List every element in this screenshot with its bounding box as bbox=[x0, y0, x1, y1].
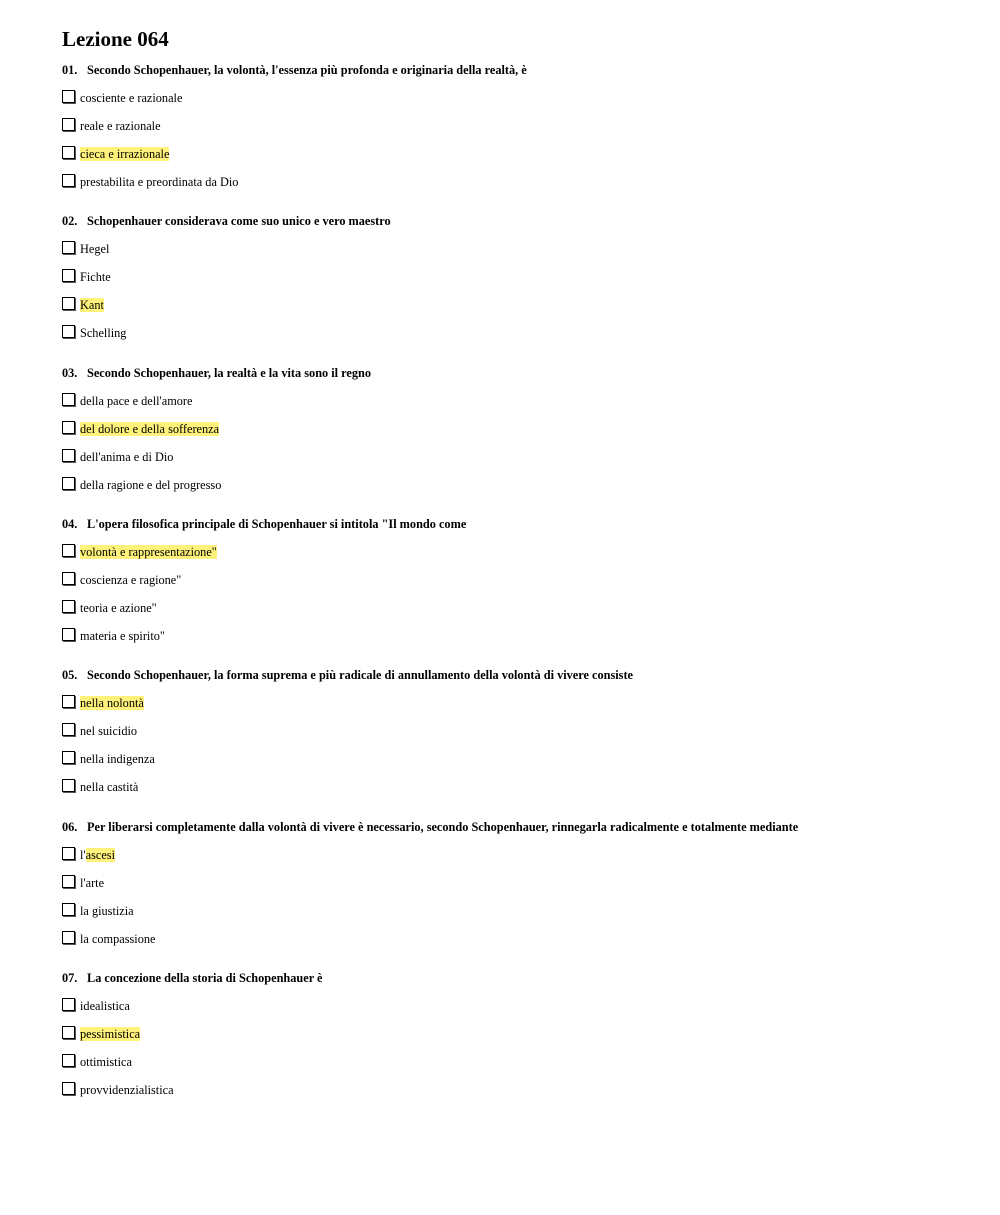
correct-answer-highlight: volontà e rappresentazione" bbox=[80, 544, 217, 559]
answer-option[interactable] bbox=[62, 628, 962, 644]
answer-checkbox[interactable] bbox=[62, 847, 75, 860]
answer-label bbox=[80, 325, 126, 341]
answer-option[interactable] bbox=[62, 174, 962, 190]
answer-text: l'arte bbox=[80, 875, 105, 890]
answer-text: nella castità bbox=[80, 780, 139, 795]
answer-checkbox[interactable] bbox=[62, 751, 75, 764]
answer-option[interactable] bbox=[62, 695, 962, 711]
answer-label bbox=[80, 695, 144, 711]
question-number: 06. bbox=[62, 819, 78, 834]
question-number: 05. bbox=[62, 668, 78, 683]
answer-checkbox[interactable] bbox=[62, 449, 75, 462]
correct-answer-highlight: nella nolontà bbox=[80, 696, 144, 711]
answer-label bbox=[80, 1026, 140, 1042]
answer-text: reale e razionale bbox=[80, 119, 161, 133]
answer-text: nella indigenza bbox=[80, 752, 155, 767]
answer-label bbox=[80, 1054, 132, 1070]
answer-checkbox[interactable] bbox=[62, 325, 75, 338]
question-2 bbox=[62, 213, 962, 341]
answer-text: la compassione bbox=[80, 931, 156, 946]
answer-checkbox[interactable] bbox=[62, 90, 75, 103]
answer-label bbox=[80, 297, 104, 313]
answer-option[interactable] bbox=[62, 269, 962, 285]
answer-option[interactable] bbox=[62, 751, 962, 767]
answer-checkbox[interactable] bbox=[62, 1026, 75, 1039]
answer-option[interactable] bbox=[62, 875, 962, 891]
answer-checkbox[interactable] bbox=[62, 695, 75, 708]
answer-text: prestabilita e preordinata da Dio bbox=[80, 175, 239, 189]
answer-checkbox[interactable] bbox=[62, 903, 75, 916]
answer-option[interactable] bbox=[62, 723, 962, 739]
answer-option[interactable] bbox=[62, 90, 962, 106]
lesson-title: Lezione 064 bbox=[62, 27, 169, 51]
answer-text: la giustizia bbox=[80, 903, 134, 918]
question-4 bbox=[62, 516, 962, 644]
question-number: 04. bbox=[62, 516, 78, 531]
question-text bbox=[62, 819, 962, 835]
answer-option[interactable] bbox=[62, 297, 962, 313]
answer-label bbox=[80, 90, 182, 106]
question-1 bbox=[62, 62, 962, 190]
answer-checkbox[interactable] bbox=[62, 477, 75, 490]
answer-text: della ragione e del progresso bbox=[80, 477, 222, 492]
answer-checkbox[interactable] bbox=[62, 297, 75, 310]
question-6 bbox=[62, 819, 962, 947]
answer-label bbox=[80, 600, 157, 616]
correct-answer-highlight: ascesi bbox=[85, 847, 116, 862]
answer-checkbox[interactable] bbox=[62, 544, 75, 557]
question-5 bbox=[62, 667, 962, 795]
question-number: 07. bbox=[62, 970, 78, 985]
answer-label bbox=[80, 779, 138, 795]
answer-checkbox[interactable] bbox=[62, 174, 75, 187]
answer-label bbox=[80, 723, 137, 739]
question-text bbox=[62, 365, 962, 381]
answer-label bbox=[80, 393, 192, 409]
question-text bbox=[62, 667, 962, 683]
answer-label bbox=[80, 931, 155, 947]
answer-text: Schelling bbox=[80, 326, 127, 341]
answer-checkbox[interactable] bbox=[62, 572, 75, 585]
question-3 bbox=[62, 365, 962, 493]
question-prompt: Secondo Schopenhauer, la volontà, l'essenza più profonda e originaria della realtà, è bbox=[87, 63, 527, 77]
answer-text: coscienza e ragione" bbox=[80, 572, 182, 587]
answer-option[interactable] bbox=[62, 118, 962, 134]
answer-option[interactable] bbox=[62, 449, 962, 465]
answer-label bbox=[80, 751, 155, 767]
answer-label-prefix: l' bbox=[80, 847, 86, 862]
question-prompt: Schopenhauer considerava come suo unico e vero maestro bbox=[87, 214, 391, 229]
answer-text: Hegel bbox=[80, 242, 110, 257]
question-text bbox=[62, 970, 962, 986]
answer-label bbox=[80, 118, 161, 134]
answer-checkbox[interactable] bbox=[62, 600, 75, 613]
answer-checkbox[interactable] bbox=[62, 241, 75, 254]
question-prompt: Per liberarsi completamente dalla volontà di vivere è necessario, secondo Schopenhauer, rinnegarla radicalmente e totalmente mediante bbox=[87, 819, 799, 834]
answer-label bbox=[80, 269, 111, 285]
answer-label bbox=[80, 146, 169, 162]
answer-text: dell'anima e di Dio bbox=[80, 449, 174, 464]
answer-option[interactable] bbox=[62, 847, 962, 863]
answer-checkbox[interactable] bbox=[62, 931, 75, 944]
answer-text: idealistica bbox=[80, 998, 130, 1013]
question-prompt: L'opera filosofica principale di Schopenhauer si intitola "Il mondo come bbox=[87, 516, 467, 531]
question-number: 02. bbox=[62, 214, 78, 229]
correct-answer-highlight: pessimistica bbox=[80, 1026, 141, 1041]
answer-option[interactable] bbox=[62, 998, 962, 1014]
correct-answer-highlight: cieca e irrazionale bbox=[80, 147, 170, 161]
question-prompt: La concezione della storia di Schopenhauer è bbox=[87, 970, 323, 985]
answer-label bbox=[80, 421, 219, 437]
answer-text: materia e spirito" bbox=[80, 628, 165, 643]
answer-option[interactable] bbox=[62, 544, 962, 560]
answer-label bbox=[80, 628, 165, 644]
correct-answer-highlight: del dolore e della sofferenza bbox=[80, 421, 220, 436]
answer-option[interactable] bbox=[62, 325, 962, 341]
answer-checkbox[interactable] bbox=[62, 998, 75, 1011]
answer-checkbox[interactable] bbox=[62, 421, 75, 434]
answer-label bbox=[80, 544, 217, 560]
answer-label bbox=[80, 875, 104, 891]
answer-checkbox[interactable] bbox=[62, 118, 75, 131]
question-prompt: Secondo Schopenhauer, la realtà e la vita sono il regno bbox=[87, 365, 371, 380]
answer-label bbox=[80, 241, 109, 257]
answer-checkbox[interactable] bbox=[62, 393, 75, 406]
answer-checkbox[interactable] bbox=[62, 779, 75, 792]
answer-text: nel suicidio bbox=[80, 724, 138, 739]
answer-option[interactable] bbox=[62, 931, 962, 947]
answer-option[interactable] bbox=[62, 477, 962, 493]
answer-checkbox[interactable] bbox=[62, 628, 75, 641]
answer-option[interactable] bbox=[62, 1082, 962, 1098]
question-text bbox=[62, 213, 962, 229]
answer-text: Fichte bbox=[80, 270, 111, 285]
question-text bbox=[62, 62, 962, 78]
answer-option[interactable] bbox=[62, 146, 962, 162]
answer-option[interactable] bbox=[62, 1054, 962, 1070]
answer-option[interactable] bbox=[62, 903, 962, 919]
answer-option[interactable] bbox=[62, 572, 962, 588]
answer-label bbox=[80, 572, 181, 588]
answer-label bbox=[80, 998, 130, 1014]
question-prompt: Secondo Schopenhauer, la forma suprema e più radicale di annullamento della volontà di vivere consiste bbox=[87, 668, 633, 683]
answer-checkbox[interactable] bbox=[62, 146, 75, 159]
question-number: 03. bbox=[62, 365, 78, 380]
answer-checkbox[interactable] bbox=[62, 1054, 75, 1067]
answer-label bbox=[80, 1082, 174, 1098]
question-number: 01. bbox=[62, 63, 78, 77]
answer-label bbox=[80, 174, 238, 190]
answer-option[interactable] bbox=[62, 1026, 962, 1042]
answer-label bbox=[80, 449, 173, 465]
answer-label bbox=[80, 847, 115, 863]
answer-checkbox[interactable] bbox=[62, 1082, 75, 1095]
answer-label bbox=[80, 903, 134, 919]
answer-option[interactable] bbox=[62, 600, 962, 616]
question-7 bbox=[62, 970, 962, 1098]
answer-checkbox[interactable] bbox=[62, 875, 75, 888]
answer-option[interactable] bbox=[62, 779, 962, 795]
answer-text: cosciente e razionale bbox=[80, 91, 183, 105]
correct-answer-highlight: Kant bbox=[80, 298, 104, 313]
answer-checkbox[interactable] bbox=[62, 723, 75, 736]
answer-option[interactable] bbox=[62, 241, 962, 257]
answer-option[interactable] bbox=[62, 393, 962, 409]
answer-text: teoria e azione" bbox=[80, 600, 157, 615]
question-text bbox=[62, 516, 962, 532]
answer-text: della pace e dell'amore bbox=[80, 393, 193, 408]
answer-label bbox=[80, 477, 221, 493]
answer-text: ottimistica bbox=[80, 1054, 132, 1069]
answer-option[interactable] bbox=[62, 421, 962, 437]
answer-text: provvidenzialistica bbox=[80, 1082, 174, 1097]
answer-checkbox[interactable] bbox=[62, 269, 75, 282]
